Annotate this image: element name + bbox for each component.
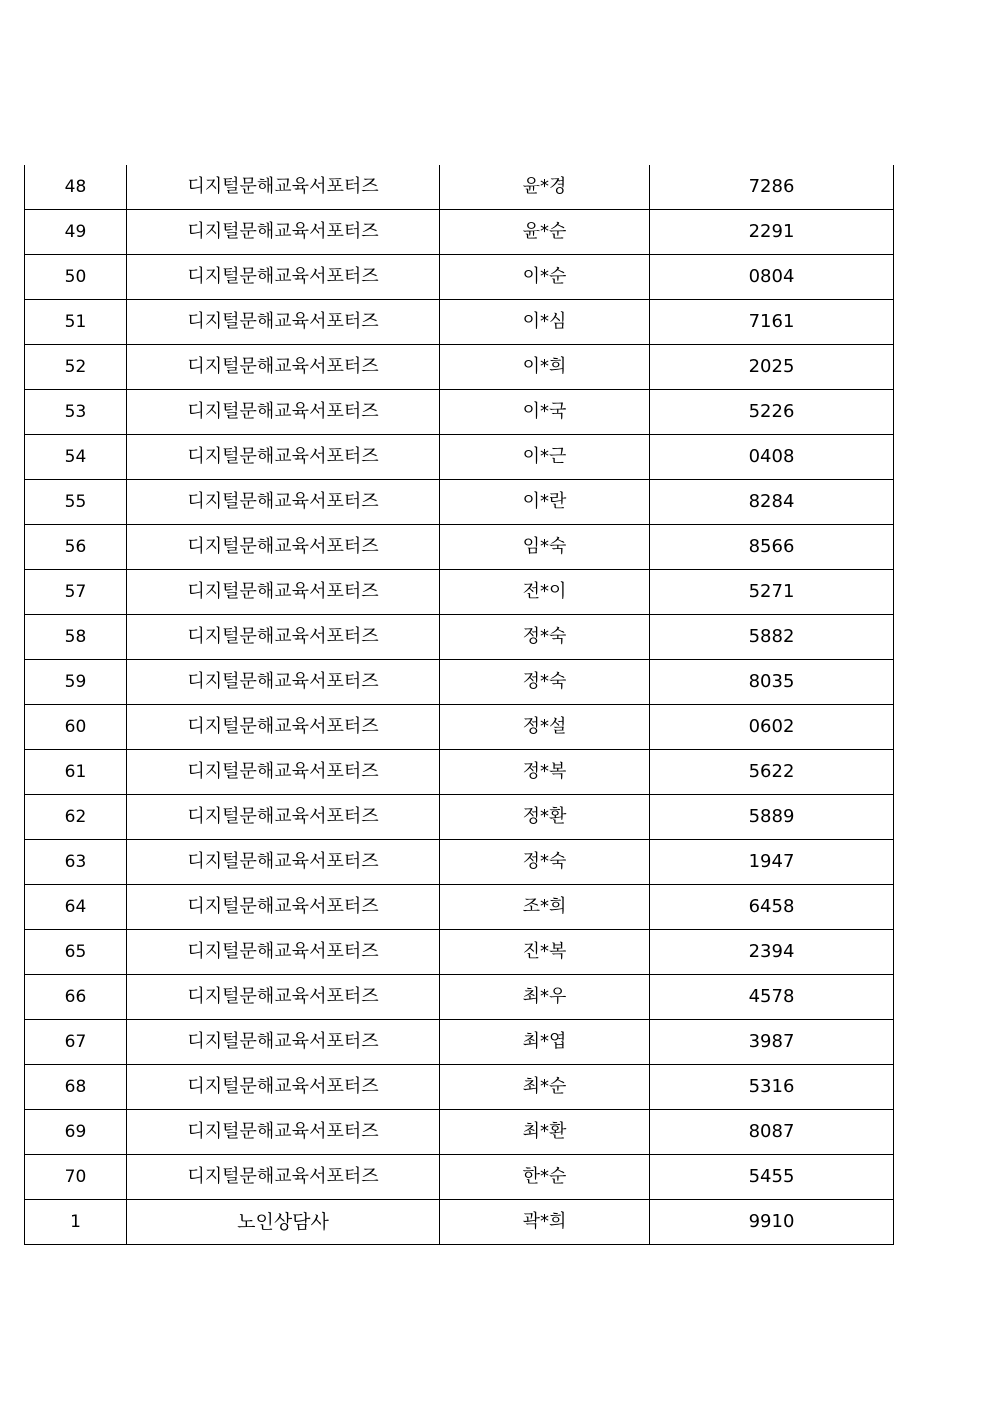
- name-cell: 조*희: [440, 885, 650, 930]
- code-cell: 0408: [650, 435, 894, 480]
- row-number-cell: 56: [25, 525, 127, 570]
- code-cell: 0804: [650, 255, 894, 300]
- row-number-cell: 59: [25, 660, 127, 705]
- row-number-cell: 49: [25, 210, 127, 255]
- row-number-cell: 69: [25, 1110, 127, 1155]
- name-cell: 곽*희: [440, 1200, 650, 1245]
- table-row: [25, 705, 894, 750]
- roster-table: [24, 165, 894, 1245]
- table-row: [25, 480, 894, 525]
- roster-table-body: [25, 165, 894, 1245]
- table-row: [25, 570, 894, 615]
- name-cell: 정*환: [440, 795, 650, 840]
- name-cell: 이*국: [440, 390, 650, 435]
- row-number-cell: 62: [25, 795, 127, 840]
- row-number-cell: 70: [25, 1155, 127, 1200]
- row-number-cell: 57: [25, 570, 127, 615]
- name-cell: 임*숙: [440, 525, 650, 570]
- name-cell: 윤*순: [440, 210, 650, 255]
- role-cell: 디지털문해교육서포터즈: [127, 705, 440, 750]
- role-cell: 디지털문해교육서포터즈: [127, 210, 440, 255]
- code-cell: 9910: [650, 1200, 894, 1245]
- name-cell: 정*숙: [440, 840, 650, 885]
- code-cell: 2291: [650, 210, 894, 255]
- table-row: [25, 435, 894, 480]
- role-cell: 디지털문해교육서포터즈: [127, 570, 440, 615]
- name-cell: 정*숙: [440, 660, 650, 705]
- row-number-cell: 53: [25, 390, 127, 435]
- role-cell: 디지털문해교육서포터즈: [127, 300, 440, 345]
- name-cell: 정*설: [440, 705, 650, 750]
- row-number-cell: 60: [25, 705, 127, 750]
- role-cell: 디지털문해교육서포터즈: [127, 885, 440, 930]
- code-cell: 0602: [650, 705, 894, 750]
- code-cell: 5889: [650, 795, 894, 840]
- row-number-cell: 50: [25, 255, 127, 300]
- code-cell: 5226: [650, 390, 894, 435]
- name-cell: 최*엽: [440, 1020, 650, 1065]
- table-row: [25, 615, 894, 660]
- role-cell: 디지털문해교육서포터즈: [127, 480, 440, 525]
- code-cell: 2025: [650, 345, 894, 390]
- name-cell: 이*심: [440, 300, 650, 345]
- code-cell: 8035: [650, 660, 894, 705]
- role-cell: 디지털문해교육서포터즈: [127, 435, 440, 480]
- name-cell: 이*순: [440, 255, 650, 300]
- role-cell: 디지털문해교육서포터즈: [127, 615, 440, 660]
- role-cell: 노인상담사: [127, 1200, 440, 1245]
- table-row: [25, 840, 894, 885]
- role-cell: 디지털문해교육서포터즈: [127, 1065, 440, 1110]
- table-row: [25, 210, 894, 255]
- table-row: [25, 660, 894, 705]
- role-cell: 디지털문해교육서포터즈: [127, 390, 440, 435]
- name-cell: 정*숙: [440, 615, 650, 660]
- name-cell: 최*환: [440, 1110, 650, 1155]
- row-number-cell: 63: [25, 840, 127, 885]
- code-cell: 5882: [650, 615, 894, 660]
- row-number-cell: 66: [25, 975, 127, 1020]
- code-cell: 7161: [650, 300, 894, 345]
- name-cell: 진*복: [440, 930, 650, 975]
- row-number-cell: 51: [25, 300, 127, 345]
- role-cell: 디지털문해교육서포터즈: [127, 750, 440, 795]
- name-cell: 이*희: [440, 345, 650, 390]
- code-cell: 3987: [650, 1020, 894, 1065]
- table-row: [25, 795, 894, 840]
- code-cell: 4578: [650, 975, 894, 1020]
- row-number-cell: 65: [25, 930, 127, 975]
- row-number-cell: 61: [25, 750, 127, 795]
- row-number-cell: 67: [25, 1020, 127, 1065]
- name-cell: 최*우: [440, 975, 650, 1020]
- name-cell: 이*란: [440, 480, 650, 525]
- code-cell: 5271: [650, 570, 894, 615]
- code-cell: 1947: [650, 840, 894, 885]
- table-row: [25, 390, 894, 435]
- role-cell: 디지털문해교육서포터즈: [127, 1155, 440, 1200]
- table-row: [25, 1065, 894, 1110]
- table-row: [25, 885, 894, 930]
- row-number-cell: 52: [25, 345, 127, 390]
- code-cell: 6458: [650, 885, 894, 930]
- role-cell: 디지털문해교육서포터즈: [127, 525, 440, 570]
- table-row: [25, 1155, 894, 1200]
- role-cell: 디지털문해교육서포터즈: [127, 795, 440, 840]
- row-number-cell: 1: [25, 1200, 127, 1245]
- role-cell: 디지털문해교육서포터즈: [127, 255, 440, 300]
- code-cell: 5622: [650, 750, 894, 795]
- code-cell: 8087: [650, 1110, 894, 1155]
- row-number-cell: 55: [25, 480, 127, 525]
- code-cell: 8566: [650, 525, 894, 570]
- table-row: [25, 165, 894, 210]
- name-cell: 이*근: [440, 435, 650, 480]
- role-cell: 디지털문해교육서포터즈: [127, 930, 440, 975]
- table-row: [25, 750, 894, 795]
- code-cell: 2394: [650, 930, 894, 975]
- row-number-cell: 58: [25, 615, 127, 660]
- role-cell: 디지털문해교육서포터즈: [127, 840, 440, 885]
- table-row: [25, 1200, 894, 1245]
- table-row: [25, 930, 894, 975]
- table-row: [25, 255, 894, 300]
- role-cell: 디지털문해교육서포터즈: [127, 975, 440, 1020]
- table-row: [25, 1110, 894, 1155]
- code-cell: 5316: [650, 1065, 894, 1110]
- code-cell: 8284: [650, 480, 894, 525]
- row-number-cell: 48: [25, 165, 127, 210]
- code-cell: 7286: [650, 165, 894, 210]
- code-cell: 5455: [650, 1155, 894, 1200]
- row-number-cell: 68: [25, 1065, 127, 1110]
- name-cell: 정*복: [440, 750, 650, 795]
- name-cell: 최*순: [440, 1065, 650, 1110]
- table-row: [25, 345, 894, 390]
- role-cell: 디지털문해교육서포터즈: [127, 1110, 440, 1155]
- name-cell: 한*순: [440, 1155, 650, 1200]
- name-cell: 전*이: [440, 570, 650, 615]
- role-cell: 디지털문해교육서포터즈: [127, 165, 440, 210]
- row-number-cell: 64: [25, 885, 127, 930]
- role-cell: 디지털문해교육서포터즈: [127, 660, 440, 705]
- role-cell: 디지털문해교육서포터즈: [127, 1020, 440, 1065]
- table-row: [25, 975, 894, 1020]
- table-row: [25, 1020, 894, 1065]
- name-cell: 윤*경: [440, 165, 650, 210]
- row-number-cell: 54: [25, 435, 127, 480]
- table-row: [25, 525, 894, 570]
- role-cell: 디지털문해교육서포터즈: [127, 345, 440, 390]
- table-row: [25, 300, 894, 345]
